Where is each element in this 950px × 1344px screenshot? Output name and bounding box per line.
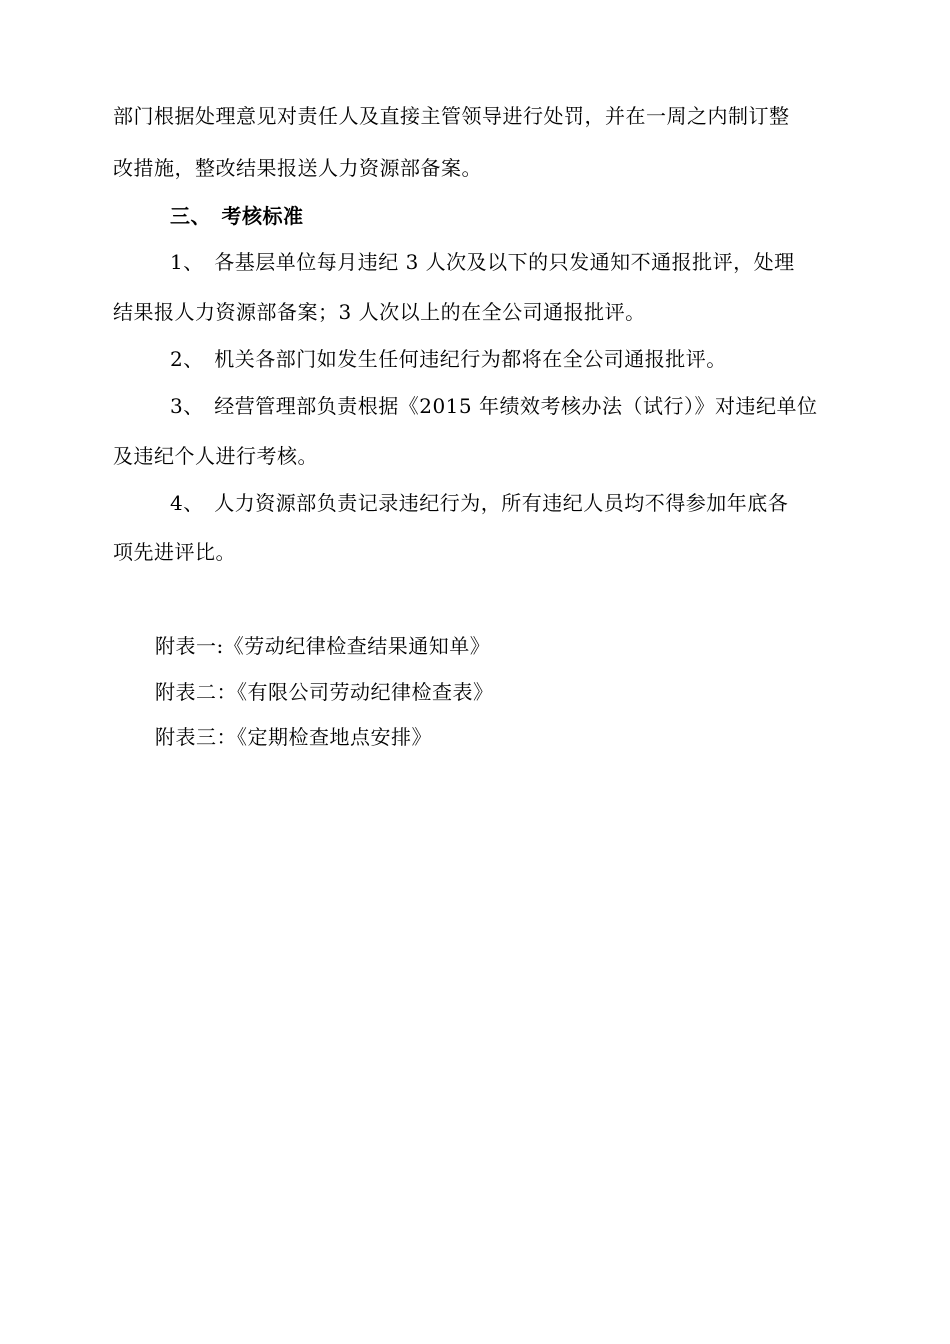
attachment-3: 附表三：《定期检查地点安排》 xyxy=(155,725,432,749)
item-2-line-1: 2、 机关各部门如发生任何违纪行为都将在全公司通报批评。 xyxy=(170,347,727,371)
item-1-line-2: 结果报人力资源部备案；3 人次以上的在全公司通报批评。 xyxy=(113,300,646,324)
item-1-line-1: 1、 各基层单位每月违纪 3 人次及以下的只发通知不通报批评，处理 xyxy=(170,250,795,274)
intro-paragraph-line-2: 改措施，整改结果报送人力资源部备案。 xyxy=(113,156,482,180)
attachment-1: 附表一:《劳动纪律检查结果通知单》 xyxy=(155,634,491,658)
item-3-line-1: 3、 经营管理部负责根据《2015 年绩效考核办法（试行）》对违纪单位 xyxy=(170,394,818,418)
attachment-2: 附表二：《有限公司劳动纪律检查表》 xyxy=(155,680,494,704)
section-heading: 三、 考核标准 xyxy=(170,204,304,228)
item-4-line-1: 4、 人力资源部负责记录违纪行为，所有违纪人员均不得参加年底各 xyxy=(170,491,789,515)
item-4-line-2: 项先进评比。 xyxy=(113,540,236,564)
intro-paragraph-line-1: 部门根据处理意见对责任人及直接主管领导进行处罚，并在一周之内制订整 xyxy=(113,104,790,128)
item-3-line-2: 及违纪个人进行考核。 xyxy=(113,444,318,468)
